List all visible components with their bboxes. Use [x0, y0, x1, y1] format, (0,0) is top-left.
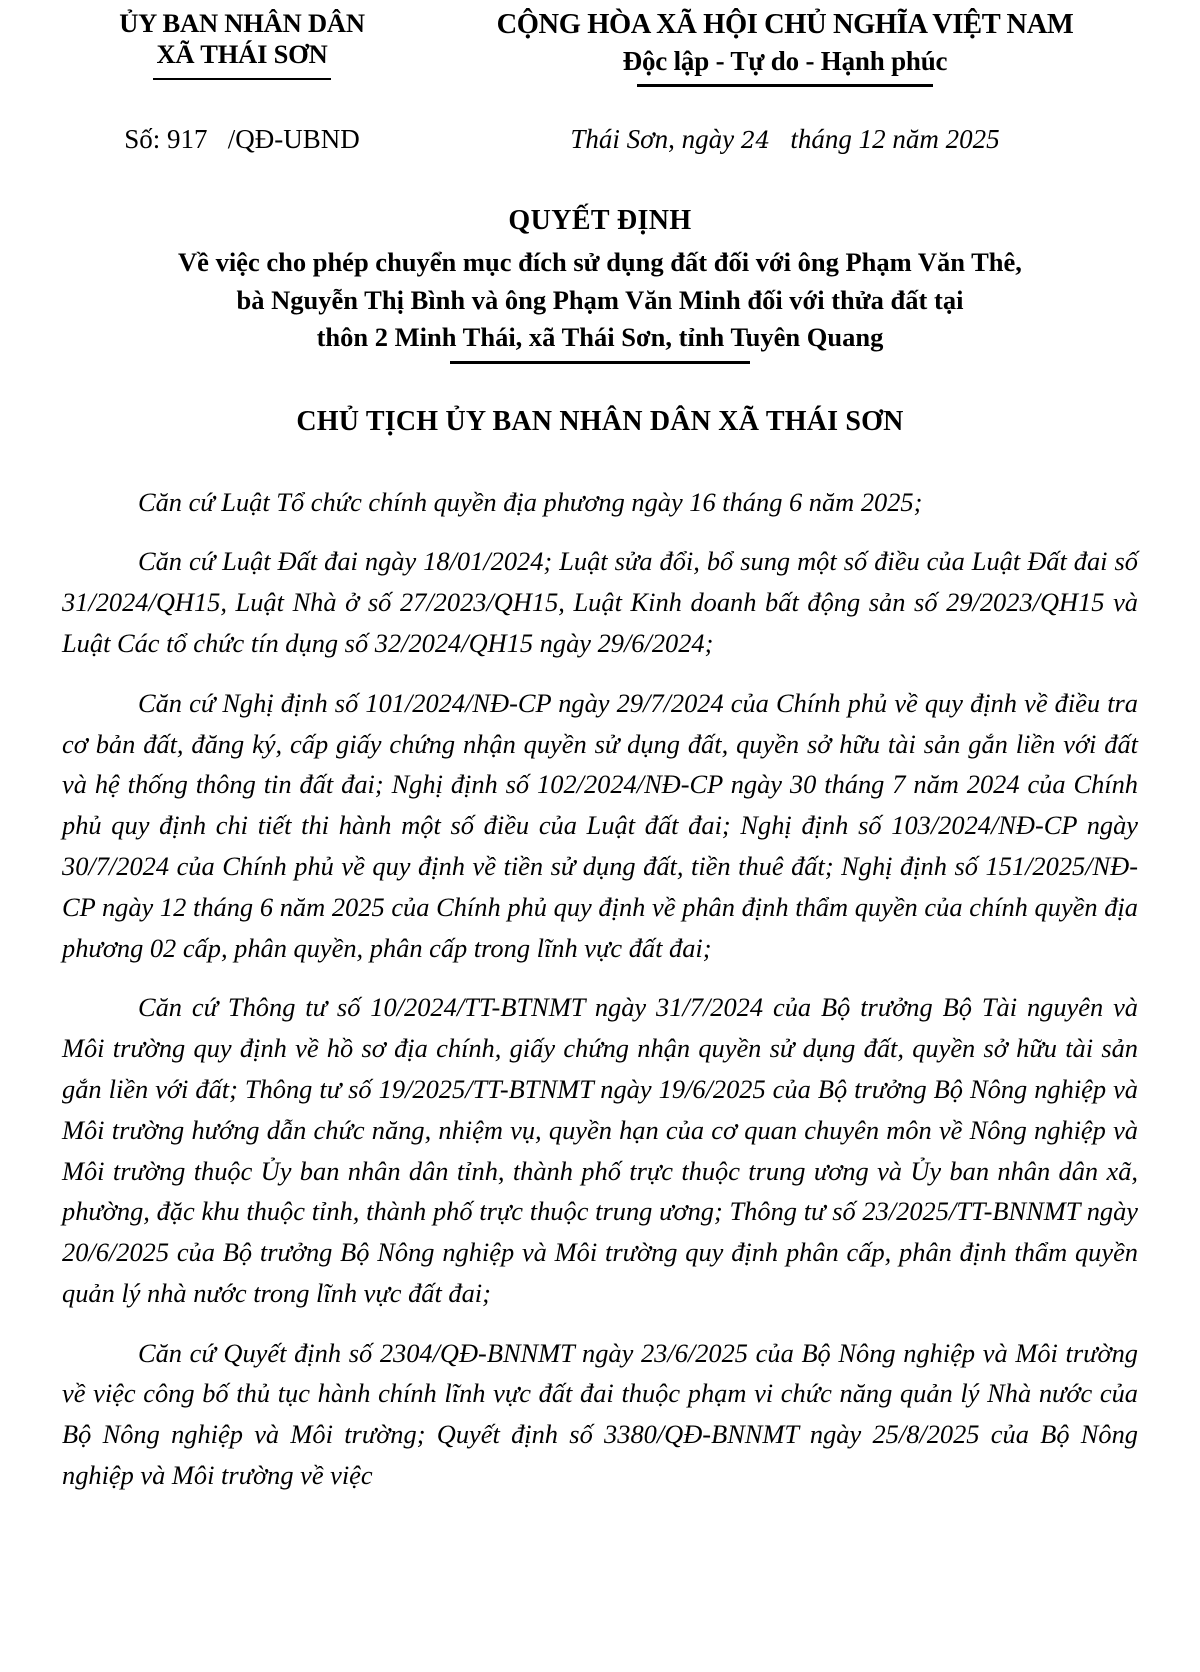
issuing-place: Thái Sơn, ngày	[570, 124, 741, 155]
document-header	[62, 0, 1138, 87]
document-number-and-date-row	[62, 124, 1138, 155]
document-body	[62, 482, 1138, 1496]
national-motto-underline	[637, 84, 933, 87]
document-subject	[62, 244, 1138, 363]
place-and-date	[422, 124, 1138, 155]
national-motto: Độc lập - Tự do - Hạnh phúc	[622, 45, 948, 76]
document-number	[62, 124, 422, 155]
organization-underline	[153, 78, 331, 81]
issuing-year: 2025	[945, 124, 1000, 155]
issuing-authority-block	[62, 8, 422, 80]
document-number-prefix: Số:	[124, 124, 168, 155]
national-title: CỘNG HÒA XÃ HỘI CHỦ NGHĨA VIỆT NAM	[496, 9, 1074, 40]
legal-basis-paragraph: Căn cứ Luật Tổ chức chính quyền địa phương ngày 16 tháng 6 năm 2025;	[138, 486, 923, 517]
legal-basis-paragraph: Căn cứ Nghị định số 101/2024/NĐ-CP ngày 29/7/2024 của Chính phủ về quy định về điều tra cơ bản đất, đăng ký, cấp giấy chứng nhận quyền sử dụng đất, quyền sở hữu tài sản gắn liền với đất và hệ thống thông tin đất đai; Nghị định số 102/2024/NĐ-CP ngày 30 tháng 7 năm 2024 của Chính phủ quy định chi tiết thi hành một số điều của Luật đất đai; Nghị định số 103/2024/NĐ-CP ngày 30/7/2024 của Chính phủ về quy định về tiền sử dụng đất, tiền thuê đất; Nghị định số 151/2025/NĐ-CP ngày 12 tháng 6 năm 2025 của Chính phủ quy định về phân định thẩm quyền của chính quyền địa phương 02 cấp, phân quyền, phân cấp trong lĩnh vực đất đai;	[62, 687, 1138, 963]
organization-name-line2: XÃ THÁI SƠN	[156, 39, 328, 70]
signing-authority-heading: CHỦ TỊCH ỦY BAN NHÂN DÂN XÃ THÁI SƠN	[296, 405, 904, 437]
legal-basis-paragraph: Căn cứ Quyết định số 2304/QĐ-BNNMT ngày 23/6/2025 của Bộ Nông nghiệp và Môi trường về việc công bố thủ tục hành chính lĩnh vực đất đai thuộc phạm vi chức năng quản lý Nhà nước của Bộ Nông nghiệp và Môi trường; Quyết định số 3380/QĐ-BNNMT ngày 25/8/2025 của Bộ Nông nghiệp và Môi trường về việc	[62, 1337, 1138, 1491]
national-motto-block	[422, 8, 1138, 87]
document-number-suffix: /QĐ-UBND	[207, 124, 360, 155]
document-subject-underline	[450, 361, 750, 364]
document-subject-line1: Về việc cho phép chuyển mục đích sử dụng đất đối với ông Phạm Văn Thê,	[178, 247, 1022, 278]
document-number-value: 917	[167, 124, 208, 155]
legal-basis-paragraph: Căn cứ Luật Đất đai ngày 18/01/2024; Luật sửa đổi, bổ sung một số điều của Luật Đất đai số 31/2024/QH15, Luật Nhà ở số 27/2023/QH15, Luật Kinh doanh bất động sản số 29/2023/QH15 và Luật Các tổ chức tín dụng số 32/2024/QH15 ngày 29/6/2024;	[62, 546, 1138, 658]
title-block	[62, 203, 1138, 363]
issuing-day: 24	[740, 128, 771, 155]
organization-name-line1: ỦY BAN NHÂN DÂN	[119, 8, 365, 38]
legal-basis-paragraph: Căn cứ Thông tư số 10/2024/TT-BTNMT ngày 31/7/2024 của Bộ trưởng Bộ Tài nguyên và Môi trường quy định về hồ sơ địa chính, giấy chứng nhận quyền sử dụng đất, quyền sở hữu tài sản gắn liền với đất; Thông tư số 19/2025/TT-BTNMT ngày 19/6/2025 của Bộ trưởng Bộ Nông nghiệp và Môi trường hướng dẫn chức năng, nhiệm vụ, quyền hạn của cơ quan chuyên môn về Nông nghiệp và Môi trường thuộc Ủy ban nhân dân tỉnh, thành phố trực thuộc trung ương và Ủy ban nhân dân xã, phường, đặc khu thuộc tỉnh, thành phố trực thuộc trung ương; Thông tư số 23/2025/TT-BNNMT ngày 20/6/2025 của Bộ trưởng Bộ Nông nghiệp và Môi trường quy định phân cấp, phân định thẩm quyền quản lý nhà nước trong lĩnh vực đất đai;	[62, 992, 1138, 1308]
document-type-heading: QUYẾT ĐỊNH	[508, 205, 692, 237]
document-subject-line3: thôn 2 Minh Thái, xã Thái Sơn, tỉnh Tuyên Quang	[316, 322, 884, 353]
issuing-month-label: tháng 12 năm	[770, 124, 946, 155]
document-subject-line2: bà Nguyễn Thị Bình và ông Phạm Văn Minh đối với thửa đất tại	[236, 284, 964, 315]
